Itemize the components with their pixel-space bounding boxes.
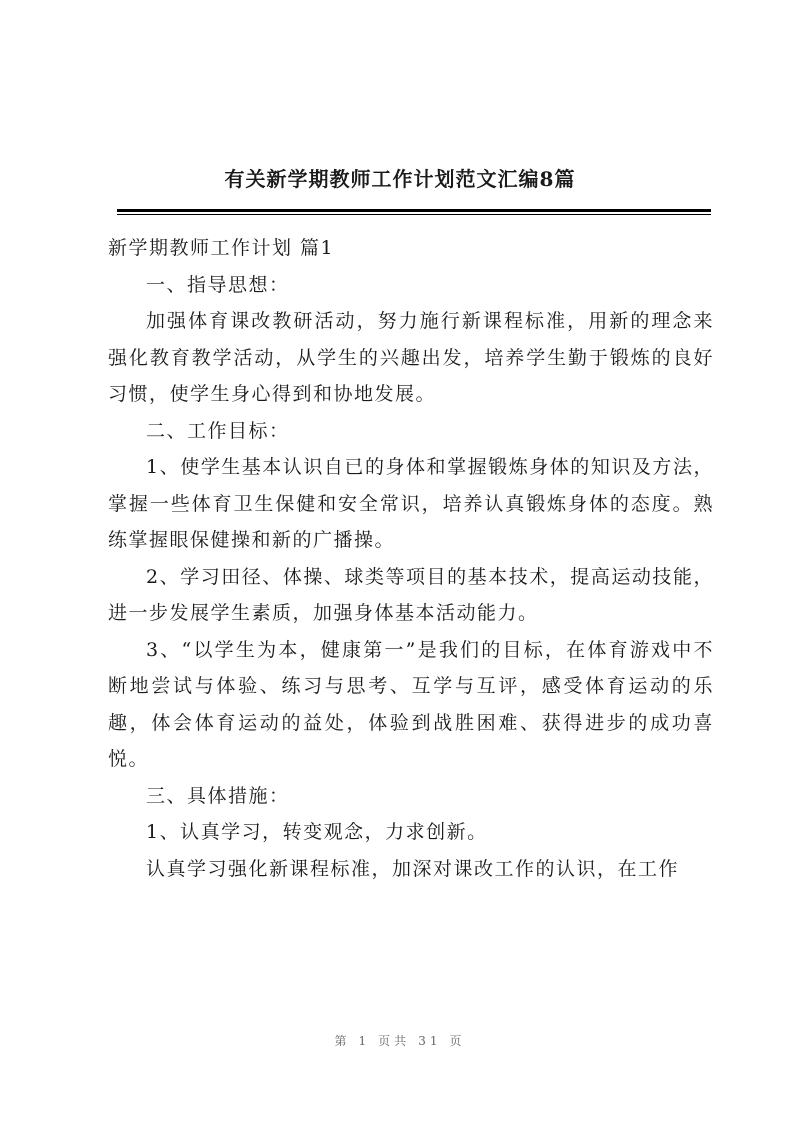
document-title: 有关新学期教师工作计划范文汇编8篇 [224,167,576,191]
paragraph: 1、使学生基本认识自已的身体和掌握锻炼身体的知识及方法，掌握一些体育卫生保健和安全常识，培养认真锻炼身体的态度。熟练掌握眼保健操和新的广播操。 [108,456,714,551]
total-pages: 31 [418,1034,442,1048]
paragraph: 1、认真学习，转变观念，力求创新。 [146,821,488,843]
document-body [108,230,714,887]
footer-middle: 页共 [378,1034,411,1048]
paragraph: 加强体育课改教研活动，努力施行新课程标准，用新的理念来强化教育教学活动，从学生的兴趣出发，培养学生勤于锻炼的良好习惯，使学生身心得到和协地发展。 [108,310,714,405]
paragraph: 三、具体措施： [146,784,290,807]
paragraph: 2、学习田径、体操、球类等项目的基本技术，提高运动技能，进一步发展学生素质，加强身体基本活动能力。 [108,565,714,624]
footer-prefix: 第 [334,1034,351,1048]
title-rule-thin [117,214,711,215]
paragraph: 3、“以学生为本，健康第一”是我们的目标，在体育游戏中不断地尝试与体验、练习与思考、互学与互评，感受体育运动的乐趣，体会体育运动的益处，体验到战胜困难、获得进步的成功喜悦。 [108,638,714,770]
paragraph: 二、工作目标： [146,419,290,442]
footer-suffix: 页 [449,1034,466,1048]
title-rule-thick [117,209,711,212]
paragraph: 一、指导思想： [146,273,290,296]
page-footer [0,1032,800,1049]
section-heading: 新学期教师工作计划 篇1 [108,237,335,259]
page-number: 1 [358,1034,371,1048]
paragraph: 认真学习强化新课程标准，加深对课改工作的认识，在工作 [146,857,680,880]
